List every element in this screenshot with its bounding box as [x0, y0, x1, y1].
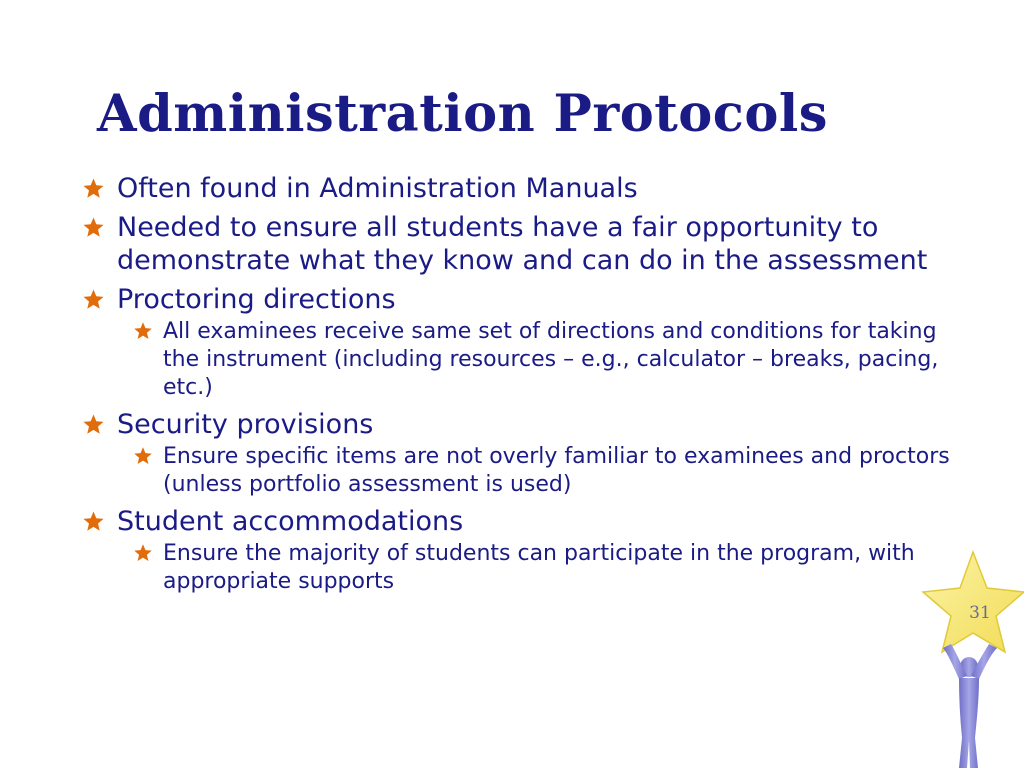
star-figure-icon [915, 548, 1024, 768]
sub-bullet-list [82, 540, 962, 596]
sub-bullet-item [163, 318, 962, 402]
sub-bullet-text: Ensure specific items are not overly familiar to examinees and proctors (unless portfolio assessment is used) [163, 444, 950, 497]
bullet-item [82, 283, 962, 316]
sub-bullet-list [82, 443, 962, 499]
bullet-item [82, 408, 962, 441]
star-bullet-icon [82, 216, 105, 239]
star-bullet-icon [133, 446, 153, 466]
bullet-text: Needed to ensure all students have a fair opportunity to demonstrate what they know and can do in the assessment [117, 212, 928, 276]
bullet-list [82, 172, 962, 602]
star-bullet-icon [82, 288, 105, 311]
star-bullet-icon [82, 413, 105, 436]
slide-number: 31 [969, 603, 991, 623]
star-bullet-icon [82, 510, 105, 533]
bullet-item [82, 172, 962, 205]
slide-title: Administration Protocols [97, 84, 828, 144]
star-bullet-icon [133, 543, 153, 563]
bullet-item [82, 505, 962, 538]
sub-bullet-item [163, 443, 962, 499]
bullet-text: Often found in Administration Manuals [117, 173, 638, 204]
star-bullet-icon [133, 321, 153, 341]
sub-bullet-text: Ensure the majority of students can participate in the program, with appropriate supports [163, 541, 915, 594]
sub-bullet-list [82, 318, 962, 402]
bullet-text: Security provisions [117, 409, 374, 440]
bullet-item [82, 211, 962, 277]
bullet-text: Proctoring directions [117, 284, 396, 315]
sub-bullet-text: All examinees receive same set of directions and conditions for taking the instrument (including resources – e.g., calculator – breaks, pacing, etc.) [163, 319, 939, 400]
sub-bullet-item [163, 540, 962, 596]
bullet-text: Student accommodations [117, 506, 464, 537]
star-bullet-icon [82, 177, 105, 200]
